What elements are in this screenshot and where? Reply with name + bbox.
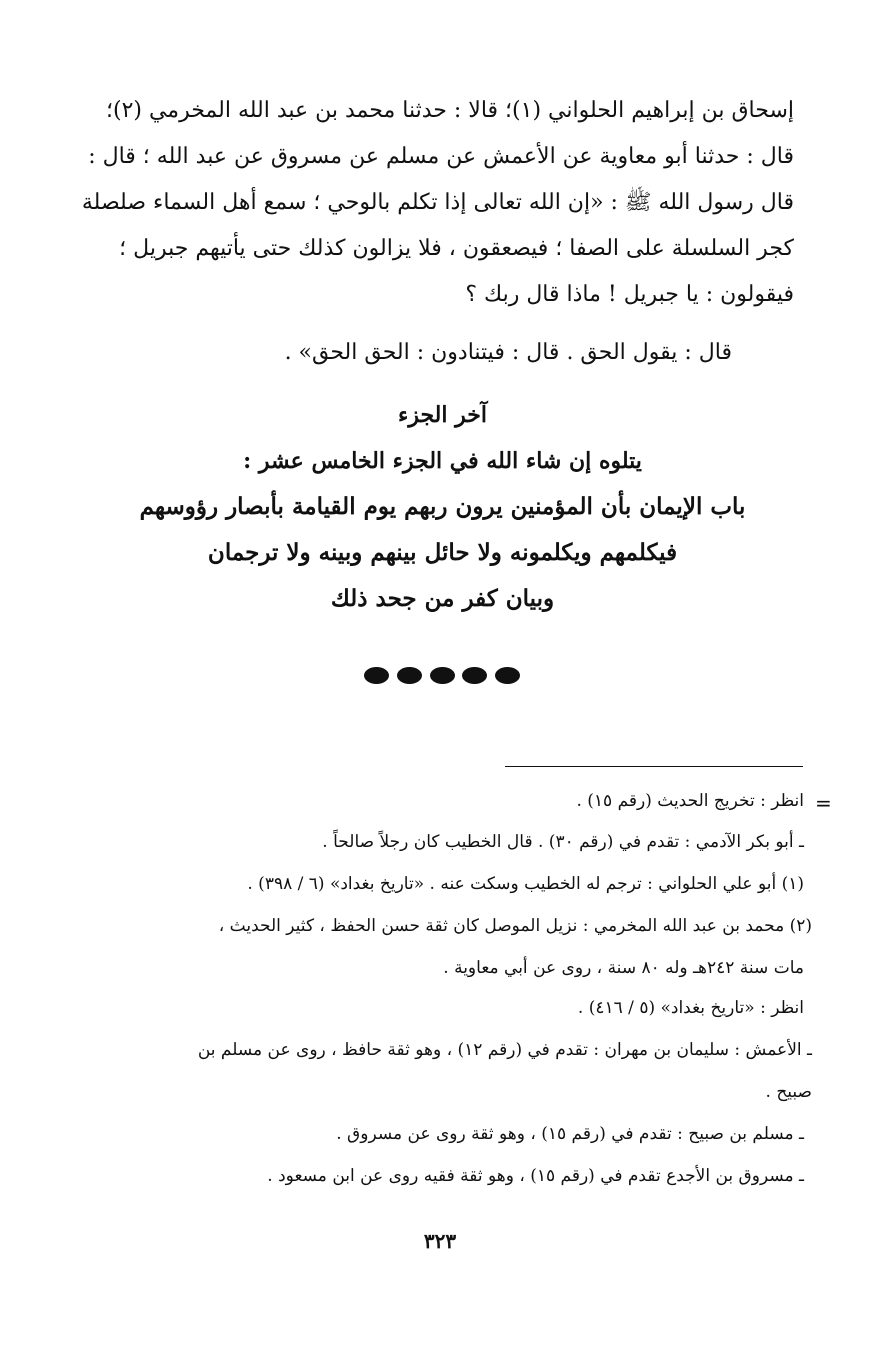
- colophon-title: آخر الجزء: [397, 402, 487, 428]
- hadith-closing-line: قال : يقول الحق . قال : فيتنادون : الحق الحق» .: [284, 340, 732, 365]
- footnote-line: (١) أبو علي الحلواني : ترجم له الخطيب وسكت عنه . «تاريخ بغداد» (٦ / ٣٩٨) .: [247, 874, 804, 894]
- footnote-line: انظر : «تاريخ بغداد» (٥ / ٤١٦) .: [577, 998, 804, 1018]
- separator-dot: [430, 667, 455, 684]
- footnote-line: انظر : تخريج الحديث (رقم ١٥) .: [576, 791, 804, 811]
- footnote-rule: [505, 766, 803, 767]
- page-number: ٣٢٣: [423, 1229, 457, 1253]
- separator-dot: [364, 667, 389, 684]
- footnote-line: ـ مسروق بن الأجدع تقدم في (رقم ١٥) ، وهو ثقة فقيه روى عن ابن مسعود .: [267, 1166, 804, 1186]
- footnote-line: ـ أبو بكر الآدمي : تقدم في (رقم ٣٠) . قال الخطيب كان رجلاً صالحاً .: [322, 832, 804, 852]
- footnote-line: مات سنة ٢٤٢هـ وله ٨٠ سنة ، روى عن أبي معاوية .: [443, 958, 804, 978]
- footnote-line: ـ الأعمش : سليمان بن مهران : تقدم في (رقم ١٢) ، وهو ثقة حافظ ، روى عن مسلم بن: [197, 1040, 812, 1060]
- section-separator-dots: [364, 664, 520, 686]
- hadith-text: [72, 88, 794, 318]
- separator-dot: [495, 667, 520, 684]
- continuation-mark: =: [815, 791, 832, 815]
- separator-dot: [462, 667, 487, 684]
- hadith-line: قال : حدثنا أبو معاوية عن الأعمش عن مسلم عن مسروق عن عبد الله ؛ قال :: [88, 144, 794, 169]
- colophon-next-part: يتلوه إن شاء الله في الجزء الخامس عشر :: [243, 448, 642, 474]
- hadith-line: كجر السلسلة على الصفا ؛ فيصعقون ، فلا يزالون كذلك حتى يأتيهم جبريل ؛: [119, 236, 794, 261]
- hadith-line: فيقولون : يا جبريل ! ماذا قال ربك ؟: [465, 282, 794, 307]
- footnote-line: صبيح .: [765, 1082, 812, 1102]
- colophon-chapter-line: وبيان كفر من جحد ذلك: [330, 585, 555, 612]
- separator-dot: [397, 667, 422, 684]
- colophon-chapter-line: باب الإيمان بأن المؤمنين يرون ربهم يوم القيامة بأبصار رؤوسهم: [139, 493, 746, 520]
- footnote-line: ـ مسلم بن صبيح : تقدم في (رقم ١٥) ، وهو ثقة روى عن مسروق .: [336, 1124, 804, 1144]
- colophon: [100, 392, 785, 622]
- hadith-line: إسحاق بن إبراهيم الحلواني (١)؛ قالا : حدثنا محمد بن عبد الله المخرمي (٢)؛: [105, 98, 794, 123]
- hadith-line: قال رسول الله ﷺ : «إن الله تعالى إذا تكلم بالوحي ؛ سمع أهل السماء صلصلة: [81, 190, 794, 215]
- footnote-line: (٢) محمد بن عبد الله المخرمي : نزيل الموصل كان ثقة حسن الحفظ ، كثير الحديث ،: [218, 916, 812, 936]
- colophon-chapter-line: فيكلمهم ويكلمونه ولا حائل بينهم وبينه ولا ترجمان: [207, 539, 678, 566]
